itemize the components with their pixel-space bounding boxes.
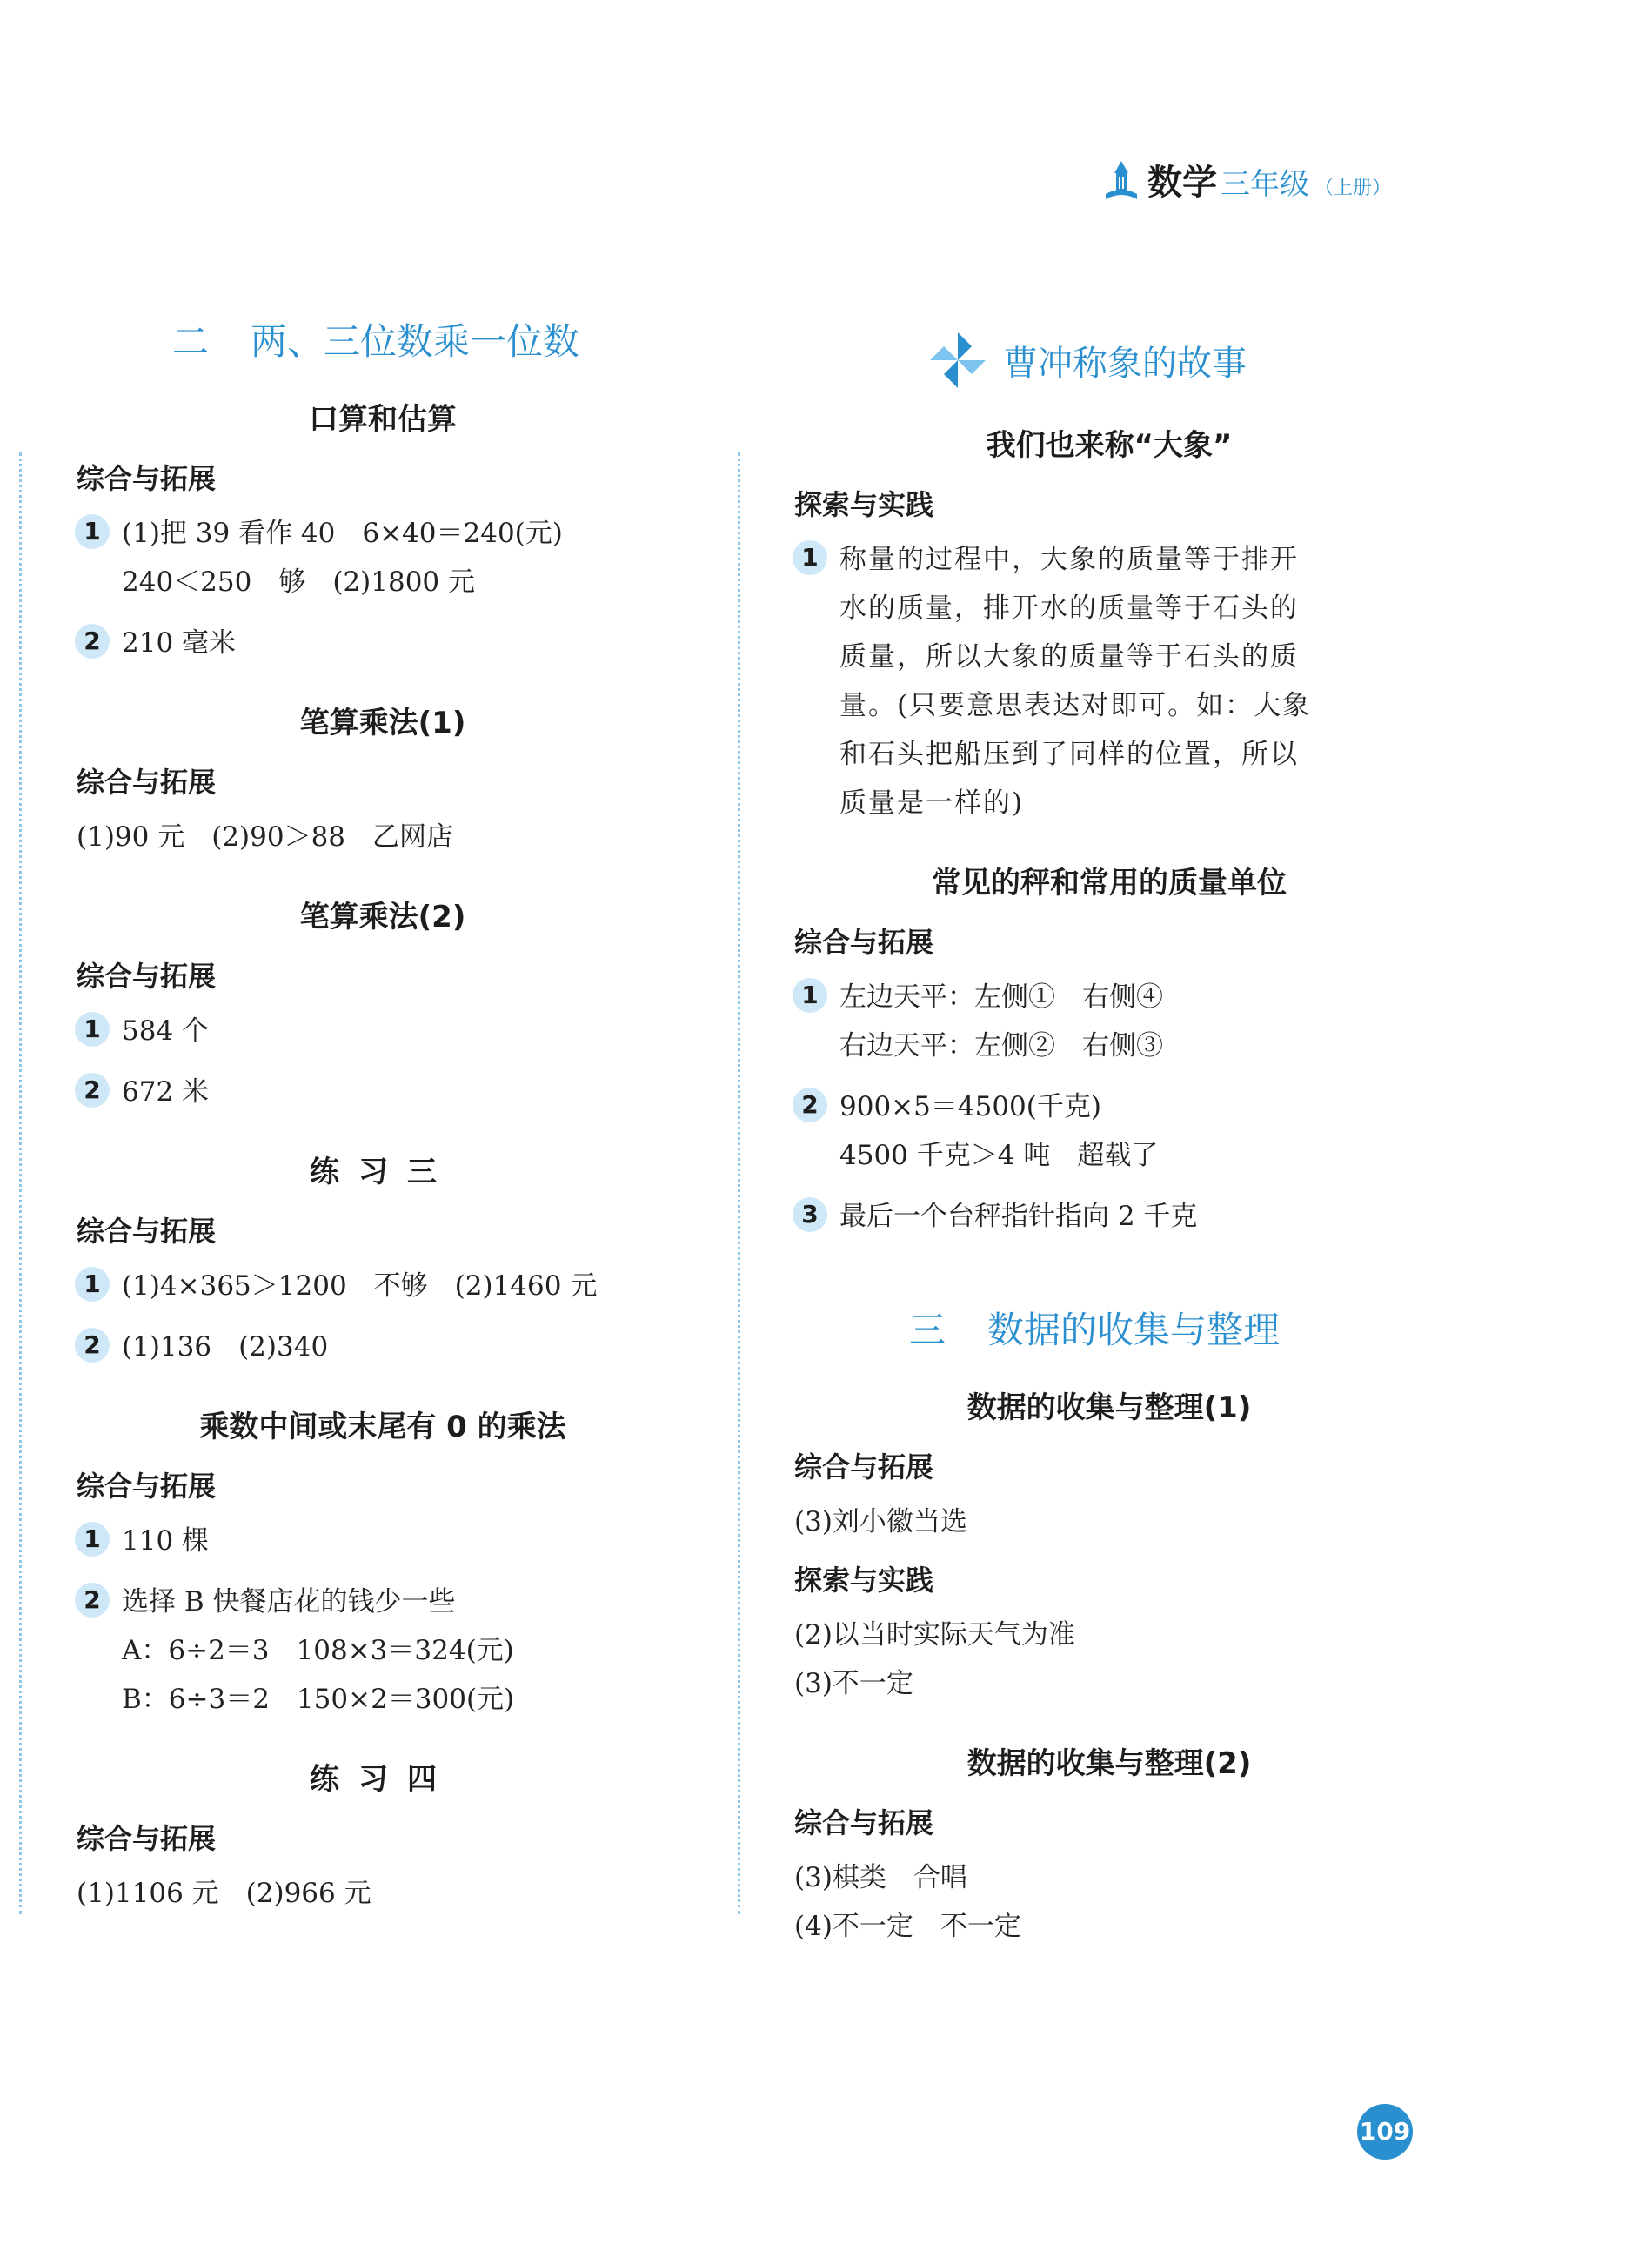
answer-item	[70, 1577, 696, 1724]
answer-line: 584 个	[122, 1015, 210, 1047]
section-label: 综合与拓展	[794, 926, 934, 959]
section-label: 探索与实践	[794, 488, 934, 521]
left-column	[70, 313, 696, 1918]
section-label: 综合与拓展	[77, 1822, 217, 1855]
answer-line: 最后一个台秤指针指向 2 千克	[839, 1201, 1198, 1232]
answer-line: (1)把 39 看作 40 6×40＝240(元)	[122, 518, 563, 549]
story-lessons	[787, 421, 1431, 1241]
answer-line: A：6÷2＝3 108×3＝324(元)	[122, 1635, 514, 1666]
answer-item	[787, 535, 1431, 827]
answer-line: 672 米	[122, 1076, 210, 1108]
page-header	[1102, 155, 1391, 204]
lesson-title: 笔算乘法(1)	[299, 706, 466, 740]
answer-item	[787, 1082, 1431, 1180]
answer-line: 选择 B 快餐店花的钱少一些	[122, 1586, 456, 1618]
question-number-badge: 2	[75, 1328, 110, 1363]
answer-item	[70, 509, 696, 606]
answer-item	[70, 1262, 696, 1310]
unit-title-2	[70, 313, 696, 365]
grade-label: 三年级	[1220, 167, 1309, 202]
unit-number: 三	[909, 1309, 946, 1351]
answer-line: 左边天平：左侧① 右侧④	[839, 981, 1163, 1013]
unit-name: 两、三位数乘一位数	[251, 320, 580, 363]
answer-item	[70, 1517, 696, 1565]
lesson-title: 数据的收集与整理(1)	[966, 1390, 1252, 1425]
answer-line: 240＜250 够 (2)1800 元	[122, 566, 475, 598]
answer-line: (2)以当时实际天气为准	[794, 1619, 1075, 1651]
question-number-badge: 1	[793, 978, 827, 1013]
section-label: 综合与拓展	[77, 462, 217, 495]
unit-title-3	[787, 1302, 1431, 1354]
answer-item	[70, 619, 696, 667]
answer-line: 称量的过程中，大象的质量等于排开	[839, 544, 1299, 575]
section-label: 综合与拓展	[77, 1215, 217, 1248]
answer-line: 水的质量，排开水的质量等于石头的	[839, 593, 1299, 624]
answer-line: 4500 千克＞4 吨 超载了	[839, 1140, 1159, 1171]
volume-label: （上册）	[1314, 178, 1391, 199]
answer-line: 210 毫米	[122, 627, 237, 659]
unit-name: 数据的收集与整理	[987, 1309, 1281, 1351]
question-number-badge: 2	[75, 624, 110, 659]
left-lessons	[70, 395, 696, 1918]
section-label: 综合与拓展	[794, 1806, 934, 1839]
question-number-badge: 1	[75, 1012, 110, 1047]
unit-number: 二	[172, 320, 210, 363]
answer-line: 和石头把船压到了同样的位置，所以	[839, 739, 1299, 770]
answer-line: (1)4×365＞1200 不够 (2)1460 元	[122, 1270, 598, 1302]
answer-lines	[839, 535, 1431, 827]
lesson-title: 口算和估算	[309, 402, 457, 437]
section-label: 综合与拓展	[794, 1450, 934, 1484]
question-number-badge: 1	[75, 1522, 110, 1557]
section-label: 探索与实践	[794, 1564, 934, 1597]
answer-lines	[122, 1007, 696, 1055]
question-number-badge: 3	[793, 1197, 827, 1232]
question-number-badge: 2	[75, 1073, 110, 1108]
question-number-badge: 1	[75, 514, 110, 549]
answer-line: 质量是一样的)	[839, 787, 1025, 819]
answer-lines	[839, 973, 1431, 1070]
pinwheel-icon	[926, 329, 989, 392]
answer-line: 900×5＝4500(千克)	[839, 1091, 1101, 1122]
answer-line: 110 棵	[122, 1525, 210, 1557]
answer-line: (1)1106 元 (2)966 元	[77, 1878, 371, 1909]
lesson-title: 练习四	[310, 1762, 456, 1797]
answer-line: (3)棋类 合唱	[794, 1862, 967, 1893]
answer-line: (3)不一定	[794, 1668, 913, 1699]
section-label: 综合与拓展	[77, 1470, 217, 1503]
margin-dotted-line	[19, 452, 22, 1914]
question-number-badge: 1	[793, 540, 827, 575]
book-logo-icon	[1102, 159, 1140, 201]
subject-label: 数学	[1147, 163, 1217, 203]
answer-lines	[122, 1577, 696, 1724]
answer-lines	[122, 619, 696, 667]
right-lessons	[787, 1383, 1431, 1951]
answer-item	[70, 1007, 696, 1055]
answer-item	[70, 1323, 696, 1371]
page-number: 109	[1357, 2104, 1413, 2160]
answer-lines	[122, 1517, 696, 1565]
answer-line: 质量，所以大象的质量等于石头的质	[839, 641, 1299, 673]
question-number-badge: 1	[75, 1267, 110, 1302]
lesson-title: 我们也来称“大象”	[986, 428, 1233, 463]
answer-line: (1)136 (2)340	[122, 1331, 329, 1363]
section-label: 综合与拓展	[77, 766, 217, 799]
answer-lines	[122, 1262, 696, 1310]
answer-lines	[839, 1192, 1431, 1241]
lesson-title: 数据的收集与整理(2)	[966, 1746, 1252, 1781]
column-divider	[738, 452, 740, 1914]
story-title	[926, 329, 1431, 392]
answer-line: (3)刘小徽当选	[794, 1506, 967, 1537]
story-title-text: 曹冲称象的故事	[1003, 343, 1247, 384]
question-number-badge: 2	[75, 1583, 110, 1618]
answer-lines	[122, 1068, 696, 1116]
answer-item	[787, 973, 1431, 1070]
answer-item	[787, 1192, 1431, 1241]
lesson-title: 常见的秤和常用的质量单位	[932, 866, 1287, 901]
answer-line: (1)90 元 (2)90＞88 乙网店	[77, 821, 454, 853]
question-number-badge: 2	[793, 1088, 827, 1122]
answer-lines	[839, 1082, 1431, 1180]
answer-item	[70, 1068, 696, 1116]
lesson-title: 笔算乘法(2)	[299, 900, 466, 934]
answer-line: (4)不一定 不一定	[794, 1911, 1021, 1942]
answer-lines	[122, 1323, 696, 1371]
right-column	[787, 313, 1431, 1951]
answer-line: B：6÷3＝2 150×2＝300(元)	[122, 1684, 515, 1715]
section-label: 综合与拓展	[77, 960, 217, 993]
lesson-title: 乘数中间或末尾有 0 的乘法	[199, 1410, 566, 1444]
answer-line: 右边天平：左侧② 右侧③	[839, 1030, 1163, 1062]
lesson-title: 练习三	[310, 1155, 456, 1189]
answer-line: 量。(只要意思表达对即可。如：大象	[839, 690, 1312, 721]
answer-lines	[122, 509, 696, 606]
